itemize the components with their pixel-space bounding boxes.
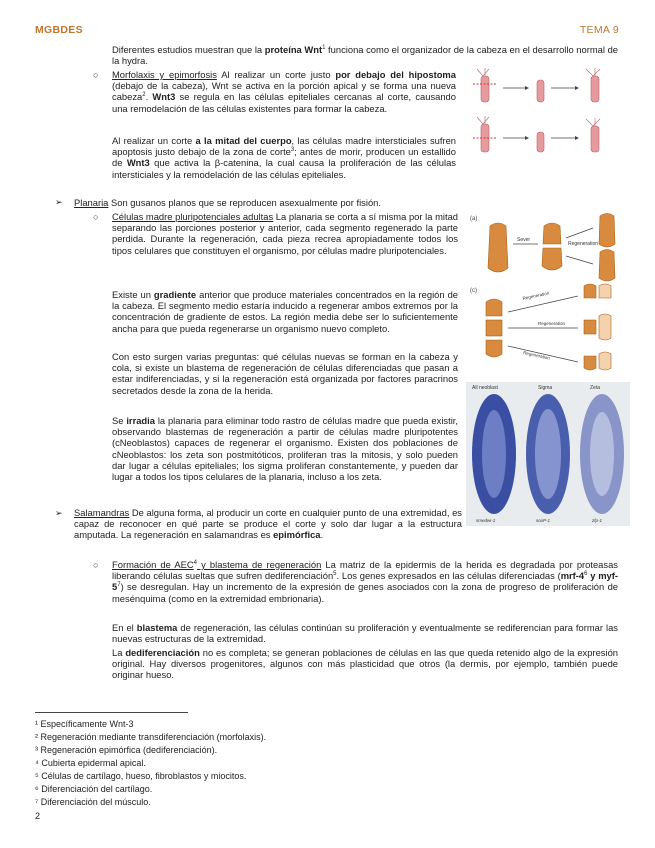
course-code: MGBDES [35, 24, 83, 36]
paragraph-planaria: Planaria Son gusanos planos que se reproducen asexualmente por fisión. [74, 197, 381, 208]
micro-label-1: All neoblast [472, 385, 498, 391]
bullet-arrow: ➢ [55, 197, 63, 207]
hydra-row-1 [473, 68, 600, 102]
footnote-7: ⁷ Diferenciación del músculo. [35, 797, 151, 807]
bullet-circle: ○ [93, 560, 99, 570]
hydra-regeneration-figure [465, 66, 635, 166]
paragraph-irradiation: Se irradia la planaria para eliminar todo rastro de células madre que pueda existir, observando blastemas de regeneración a partir de células madre pluripotentes (cNeoblastos) capaces de regenerar el organismo. Existen dos poblaciones de cNeoblastos: los zeta son postmitóticos, proliferan tras la mitosis, y solo pueden dar lugar a células epiteliales; los sigma proliferan constantemente, y pueden dar lugar a todos los tipos celulares de la planaria, incluso a los zeta. [112, 415, 458, 483]
regeneration-tail-label: Regeneration [522, 350, 551, 361]
micro-caption-1: smedwi-1 [476, 518, 496, 523]
panel-c-label: (c) [470, 288, 477, 294]
paragraph-blastema: En el blastema de regeneración, las células continúan su proliferación y eventualmente se rediferencian para formar las nuevas estructuras de la extremidad. [112, 622, 618, 645]
paragraph-salamandras: Salamandras De alguna forma, al producir un corte en cualquier punto de una extremidad, es capaz de reconocer en qué parte se produce el corte y solo dar lugar a la estructura amputada. La regeneración en salamandras es epimórfica. [74, 507, 462, 541]
paragraph-intro: Diferentes estudios muestran que la proteína Wnt$^1$ funciona como el organizador de la cabeza en el desarrollo normal de la hydra. [112, 44, 618, 67]
footnote-5: ⁵ Células de cartílago, hueso, fibroblastos y miocitos. [35, 771, 247, 781]
footnote-3: ³ Regeneración epimórfica (dediferenciación). [35, 745, 218, 755]
micro-caption-2: soxP-1 [536, 518, 551, 523]
micro-label-2: Sigma [538, 385, 553, 391]
bullet-arrow: ➢ [55, 508, 63, 518]
panel-a-label: (a) [470, 216, 478, 222]
paragraph-questions: Con esto surgen varias preguntas: qué células nuevas se forman en la cabeza y cola, si existe un blastema de regeneración de células diferenciadas que pasan a estar indiferenciadas, y si la regeneración está organizada por factores paracrinos secretados desde la zona de la herida. [112, 351, 458, 396]
page-number: 2 [35, 811, 41, 821]
neoblast-micrograph [466, 382, 630, 526]
planaria-regeneration-figure [468, 212, 628, 382]
paragraph-stem-cells: Células madre pluripotenciales adultas La planaria se corta a sí misma por la mitad separando las porciones posterior y anterior, cada segmento regenerado la parte perdida. Durante la regeneración, cada pieza recrea apropiadamente todos los tipos celulares que constituyen el organismo, por células madre pluripotenciales. [112, 211, 458, 256]
micro-label-3: Zeta [590, 385, 601, 391]
paragraph-gradient: Existe un gradiente anterior que produce materiales concentrados en la región de la cabeza. El segmento medio estaría inducido a regenerar ambos extremos por la concentración de gradiente de estos. La región media debe ser lo suficientemente ancha para que pueda regenerarse un organismo nuevo completo. [112, 289, 458, 334]
regeneration-mid-label: Regeneration [538, 321, 566, 326]
regeneration-head-label: Regeneration [522, 290, 550, 301]
paragraph-morfolaxis: Morfolaxis y epimorfosis Al realizar un corte justo por debajo del hipostoma (debajo de la cabeza), Wnt se activa en la porción apical y se forma una nueva cabeza$^2$. Wnt3 se regula en las células epiteliales cercanas al corte, causando una remodelación de las células existentes para formar la cabeza. [112, 69, 456, 114]
hydra-row-2 [473, 116, 600, 152]
sever-label: Sever [517, 237, 531, 243]
paragraph-dediferenciacion: La dediferenciación no es completa; se generan poblaciones de células en las que queda retenido algo de la expresión original. Hay diversos progenitores, algunos con más plasticidad que otros (la dermis, por ejemplo, también puede originar hueso. [112, 647, 618, 681]
regeneration-label: Regeneration [568, 241, 599, 247]
bullet-circle: ○ [93, 212, 99, 222]
topic-number: TEMA 9 [579, 24, 619, 36]
paragraph-aec: Formación de AEC$^4$ y blastema de regeneración La matriz de la epidermis de la herida es degradada por proteasas liberando células sueltas que sufren dediferenciación$^5$. Los genes expresados en las células diferenciadas ($mrf-4^6$ y myf-$5^7$) se desregulan. Hay un incremento de la expresión de genes asociados con la zona de progreso de proliferación de mesénquima (como en la extremidad embrionaria). [112, 559, 618, 604]
planaria-whole [488, 223, 508, 272]
micro-caption-3: zfp-1 [592, 518, 603, 523]
paragraph-mid-cut: Al realizar un corte a la mitad del cuerpo, las células madre intersticiales sufren apoptosis justo debajo de la zona de corte$^3$; antes de morir, producen un estallido de Wnt3 que activa la β-catenina, la cual causa la proliferación de las células intersticiales y la remodelación de las células epiteliales. [112, 135, 456, 180]
bullet-circle: ○ [93, 70, 99, 80]
footnote-2: ² Regeneración mediante transdiferenciación (morfolaxis). [35, 732, 267, 742]
footnote-6: ⁶ Diferenciación del cartílago. [35, 784, 153, 794]
footnote-divider [35, 712, 188, 713]
footnote-4: ⁴ Cubierta epidermal apical. [35, 758, 146, 768]
footnote-1: ¹ Específicamente Wnt-3 [35, 719, 134, 729]
